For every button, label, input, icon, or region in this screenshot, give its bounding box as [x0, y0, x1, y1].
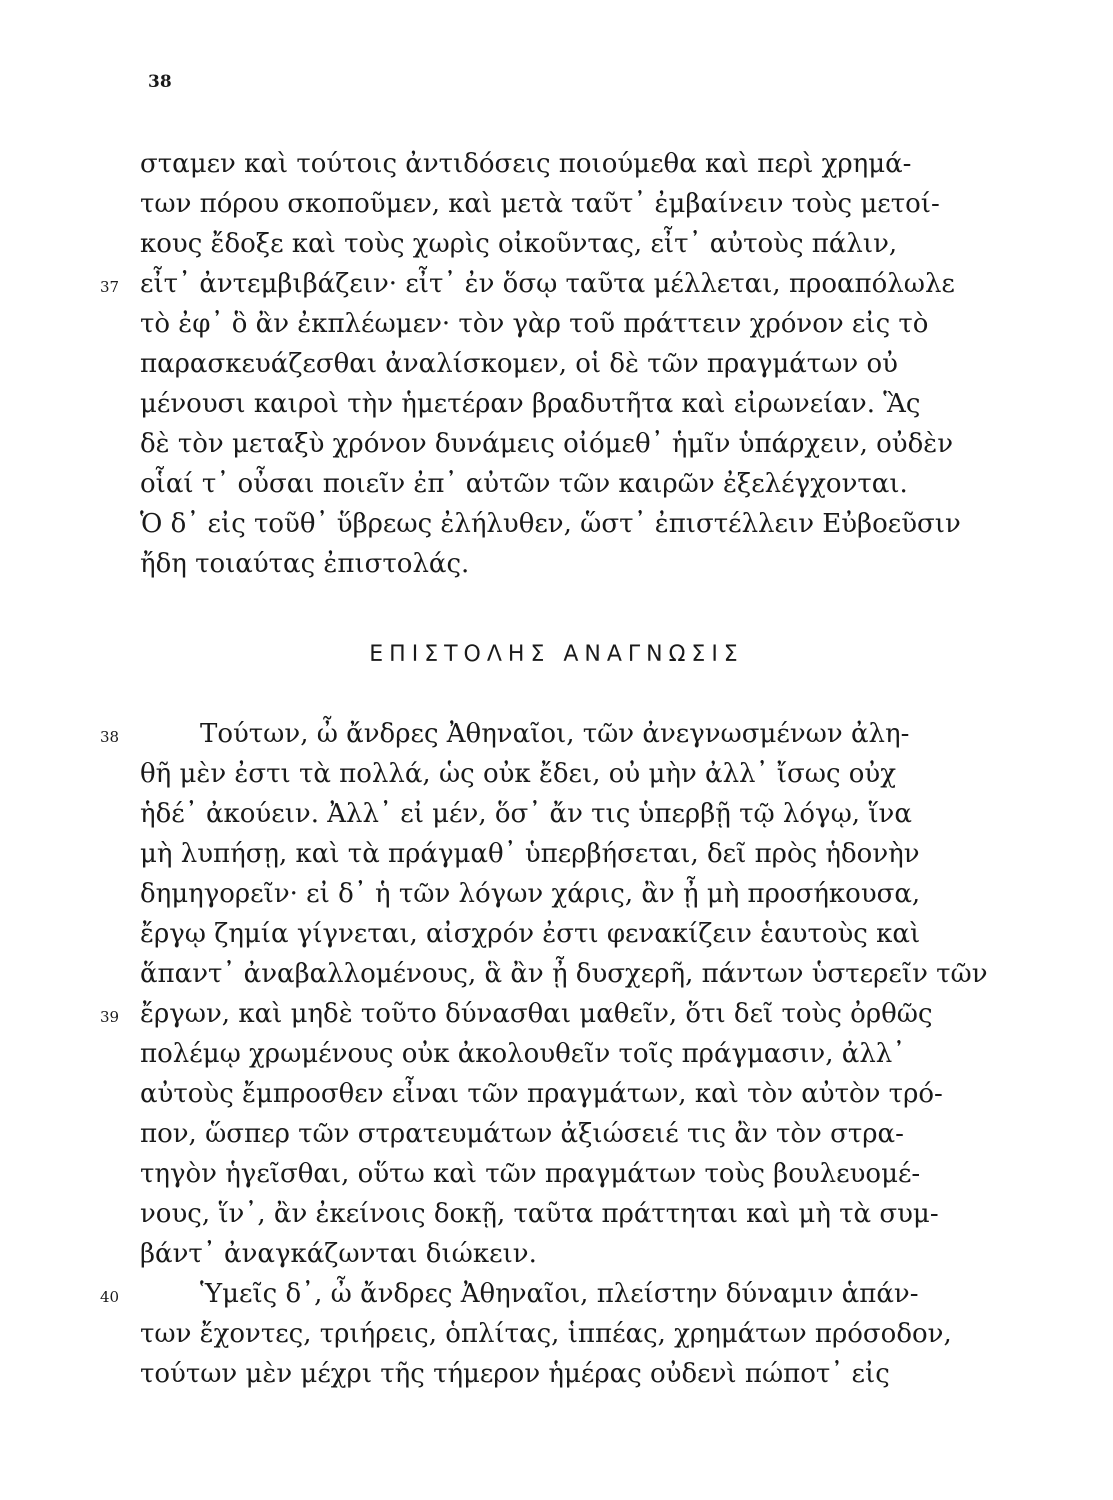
page-number: 38 — [148, 72, 172, 92]
text-line: οἷαί τ᾿ οὖσαι ποιεῖν ἐπ᾿ αὐτῶν τῶν καιρῶν ἐξελέγχονται. — [140, 469, 908, 499]
text-line: μὴ λυπήσῃ, καὶ τὰ πράγμαθ᾿ ὑπερβήσεται, δεῖ πρὸς ἡδονὴν — [140, 839, 920, 869]
section-number: 38 — [100, 728, 120, 746]
text-line: ἡδέ᾿ ἀκούειν. Ἀλλ᾿ εἰ μέν, ὅσ᾿ ἄν τις ὑπερβῇ τῷ λόγῳ, ἵνα — [140, 799, 912, 829]
text-line: σταμεν καὶ τούτοις ἀντιδόσεις ποιούμεθα καὶ περὶ χρημά- — [140, 149, 912, 179]
text-line: ἔργῳ ζημία γίγνεται, αἰσχρόν ἐστι φενακίζειν ἑαυτοὺς καὶ — [140, 919, 921, 949]
text-line: αὐτοὺς ἔμπροσθεν εἶναι τῶν πραγμάτων, καὶ τὸν αὐτὸν τρό- — [140, 1079, 943, 1109]
text-line: τηγὸν ἡγεῖσθαι, οὕτω καὶ τῶν πραγμάτων τοὺς βουλευομέ- — [140, 1159, 921, 1189]
text-line: δὲ τὸν μεταξὺ χρόνον δυνάμεις οἰόμεθ᾿ ἡμῖν ὑπάρχειν, οὐδὲν — [140, 429, 953, 459]
text-line: πολέμῳ χρωμένους οὐκ ἀκολουθεῖν τοῖς πράγμασιν, ἀλλ᾿ — [140, 1039, 906, 1069]
text-line: νους, ἵν᾿, ἂν ἐκείνοις δοκῇ, ταῦτα πράττηται καὶ μὴ τὰ συμ- — [140, 1199, 939, 1229]
text-line: τούτων μὲν μέχρι τῆς τήμερον ἡμέρας οὐδενὶ πώποτ᾿ εἰς — [140, 1359, 890, 1389]
text-line: Ὑμεῖς δ᾿, ὦ ἄνδρες Ἀθηναῖοι, πλείστην δύναμιν ἁπάν- — [200, 1279, 919, 1309]
text-line: θῆ μὲν ἐστι τὰ πολλά, ὡς οὐκ ἔδει, οὐ μὴν ἀλλ᾿ ἴσως οὐχ — [140, 759, 896, 789]
text-line: δημηγορεῖν· εἰ δ᾿ ἡ τῶν λόγων χάρις, ἂν ᾖ μὴ προσήκουσα, — [140, 879, 921, 909]
text-line: πον, ὥσπερ τῶν στρατευμάτων ἀξιώσειέ τις ἂν τὸν στρα- — [140, 1119, 904, 1149]
text-line: μένουσι καιροὶ τὴν ἡμετέραν βραδυτῆτα καὶ εἰρωνείαν. Ἃς — [140, 389, 921, 419]
section-number: 37 — [100, 278, 120, 296]
text-line: Ὁ δ᾿ εἰς τοῦθ᾿ ὕβρεως ἐλήλυθεν, ὥστ᾿ ἐπιστέλλειν Εὐβοεῦσιν — [140, 509, 961, 539]
text-line: παρασκευάζεσθαι ἀναλίσκομεν, οἱ δὲ τῶν πραγμάτων οὐ — [140, 349, 898, 379]
section-heading: ΕΠΙΣΤΟΛΗΣ ΑΝΑΓΝΩΣΙΣ — [369, 642, 744, 667]
text-line: τὸ ἐφ᾿ ὃ ἂν ἐκπλέωμεν· τὸν γὰρ τοῦ πράττειν χρόνον εἰς τὸ — [140, 309, 929, 339]
section-number: 39 — [100, 1008, 120, 1026]
text-line: ἅπαντ᾿ ἀναβαλλομένους, ἃ ἂν ᾖ δυσχερῆ, πάντων ὑστερεῖν τῶν — [140, 959, 988, 989]
text-line: ἔργων, καὶ μηδὲ τοῦτο δύνασθαι μαθεῖν, ὅτι δεῖ τοὺς ὀρθῶς — [140, 999, 933, 1029]
text-line: των ἔχοντες, τριήρεις, ὁπλίτας, ἱππέας, χρημάτων πρόσοδον, — [140, 1319, 952, 1349]
text-line: ἤδη τοιαύτας ἐπιστολάς. — [140, 549, 470, 579]
text-line: κους ἔδοξε καὶ τοὺς χωρὶς οἰκοῦντας, εἶτ᾿ αὐτοὺς πάλιν, — [140, 229, 898, 259]
text-line: Τούτων, ὦ ἄνδρες Ἀθηναῖοι, τῶν ἀνεγνωσμένων ἀλη- — [200, 719, 910, 749]
text-line: βάντ᾿ ἀναγκάζωνται διώκειν. — [140, 1239, 537, 1269]
text-line: των πόρου σκοποῦμεν, καὶ μετὰ ταῦτ᾿ ἐμβαίνειν τοὺς μετοί- — [140, 189, 940, 219]
section-number: 40 — [100, 1288, 120, 1306]
text-line: εἶτ᾿ ἀντεμβιβάζειν· εἶτ᾿ ἐν ὅσῳ ταῦτα μέλλεται, προαπόλωλε — [140, 269, 955, 299]
